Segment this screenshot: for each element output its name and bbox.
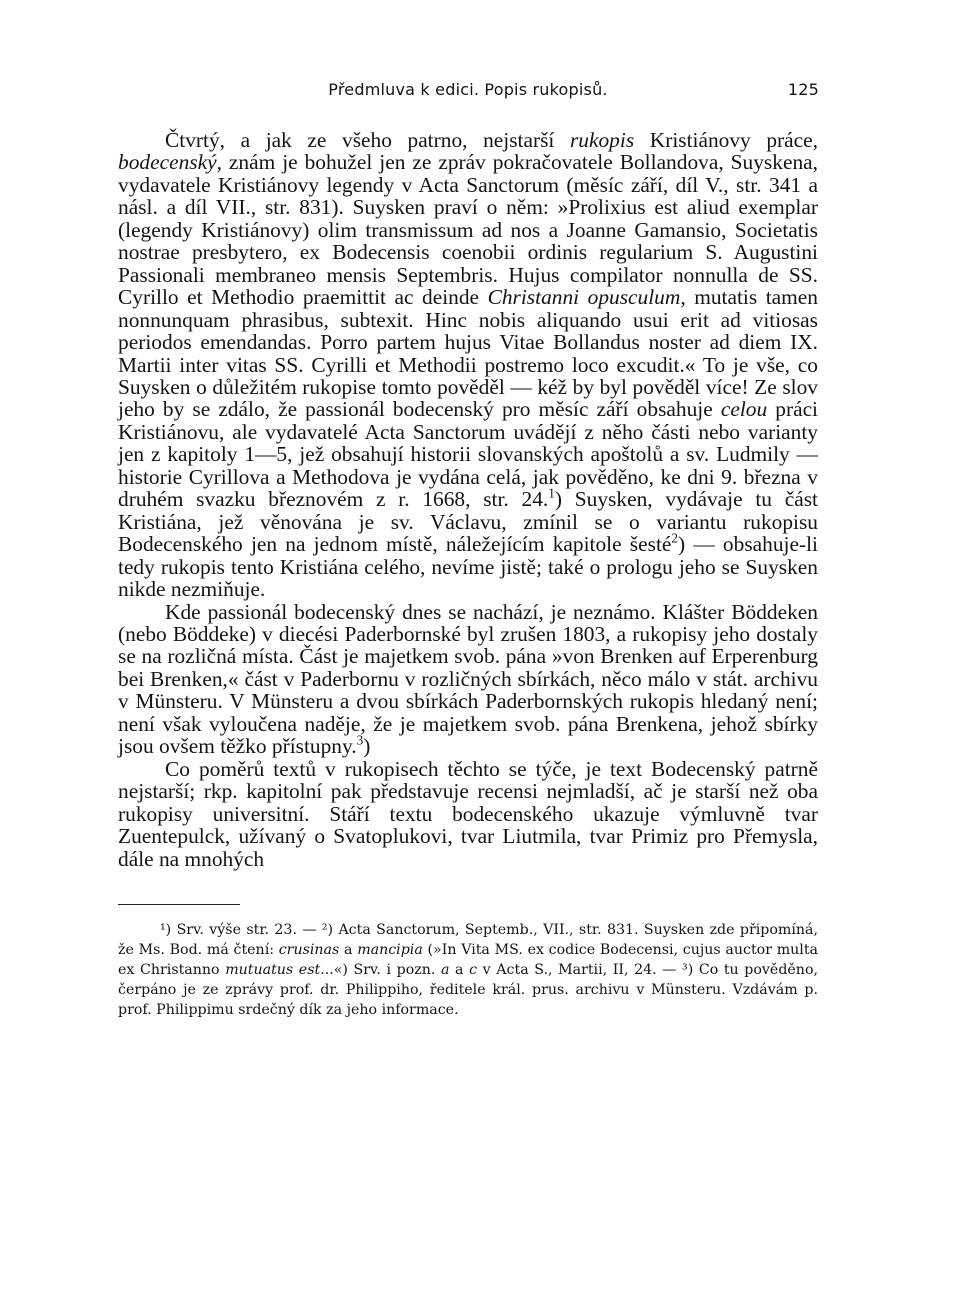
italic-phrase: bodecenský, (118, 150, 222, 175)
book-page (118, 74, 818, 1020)
running-title: Předmluva k edici. Popis rukopisů. (328, 80, 608, 99)
footnotes (118, 920, 818, 1020)
text-run: Čtvrtý, a jak ze všeho patrno, nejstarší (165, 128, 570, 152)
text-run: znám je bohužel jen ze zpráv pokračovatele Bollandova, Suyskena, vydavatele Kristiánovy legendy v Acta Sanctorum (měsíc září, díl V., str. 341 a násl. a díl VII., str. 831). Suysken praví o něm: »Prolixius est aliud exemplar (legendy Kristiánovy) olim transmissum ad nos a Joanne Gamansio, Societatis nostrae presbytero, ex Bodecensis coenobii ordinis regularium S. Augustini Passionali membraneo mensis Septembris. Hujus compilator nonnulla de SS. Cyrillo et Methodio praemittit ac deinde (118, 150, 818, 310)
text-run: Kde passionál bodecenský dnes se nachází, je neznámo. Klášter Böddeken (nebo Böddeke) v diecési Paderbornské byl zrušen 1803, a rukopisy jeho dostaly se na rozličná místa. Část je majetkem svob. pána »von Brenken auf Erperenburg bei Brenken,« část v Paderbornu v rozličných sbírkách, něco málo v stát. archivu v Münsteru. V Münsteru a dvou sbírkách Paderbornských rukopis hledaný není; není však vyloučena naděje, že je majetkem svob. pána Brenkena, jehož sbírky jsou ovšem těžko přístupny. (118, 599, 818, 759)
text-run: a (449, 962, 470, 979)
text-run: ...«) Srv. i pozn. (320, 962, 441, 979)
italic-phrase: mancipia (357, 942, 423, 959)
text-run: v Acta S., Martii, II, 24. — ³) Co tu pověděno, čerpáno je ze zprávy prof. dr. Philippiho, ředitele král. prus. archivu v Münsteru. Vzdávám p. prof. Philippimu srdečný dík za jeho informace. (118, 962, 818, 1019)
footnote-paragraph (118, 920, 818, 1020)
running-header (118, 74, 818, 104)
italic-phrase: rukopis (569, 128, 635, 152)
text-run: ) Suysken, vydávaje tu část Kristiána, jež věnována je sv. Václavu, zmínil se o variantu rukopisu Bodecenského jen na jednom místě, náležejícím kapitole šesté (118, 487, 818, 557)
footnote-ref: 1 (548, 485, 555, 501)
footnote-ref: 3 (356, 732, 364, 748)
paragraph (118, 601, 818, 758)
text-run: ¹) Srv. výše str. 23. — ²) Acta Sanctorum, Septemb., VII., str. 831. Suysken zde připomíná, že Ms. Bod. má čtení: (118, 921, 818, 959)
footnote-rule (118, 904, 240, 905)
italic-phrase: a (440, 962, 450, 979)
text-run: (»In Vita MS. ex codice Bodecensi, cujus auctor multa ex Christanno (118, 942, 818, 979)
main-text (118, 129, 818, 870)
paragraph (118, 758, 818, 870)
paragraph (118, 129, 818, 601)
page-number: 125 (787, 80, 819, 99)
text-run: ) (363, 734, 371, 759)
text-run: mutatis tamen nonnunquam phrasibus, subtexit. Hinc nobis aliquando usui erit ad vitiosas periodos emendandas. Porro partem hujus Vitae Bollandus noster ad diem IX. Martii inter vitas SS. Cyrilli et Methodii postremo loco excudit.« To je vše, co Suysken o důležitém rukopise tomto pověděl — kéž by byl pověděl více! Ze slov jeho by se zdálo, že passionál bodecenský pro měsíc září obsahuje (118, 285, 818, 422)
text-run: Co poměrů textů v rukopisech těchto se týče, je text Bodecenský patrně nejstarší; rkp. kapitolní pak představuje recensi nejmladší, ač je starší než oba rukopisy universitní. Stáří textu bodecenského ukazuje výmluvně tvar Zuentepulck, užívaný o Svatoplukovi, tvar Liutmila, tvar Primiz pro Přemysla, dále na mnohých (118, 756, 818, 871)
italic-phrase: crusinas (278, 942, 340, 959)
text-run: práci Kristiánovu, ale vydavatelé Acta Sanctorum uvádějí z něho části nebo varianty jen z kapitoly 1—5, jež obsahují historii slovanských apoštolů a sv. Ludmily — historie Cyrillova a Methodova je vydána celá, jak pověděno, ke dni 9. března v druhém svazku březnovém z r. 1668, str. 24. (118, 397, 818, 512)
footnote-ref: 2 (671, 530, 679, 546)
text-run: a (339, 942, 358, 959)
text-run: ) — obsahuje-li tedy rukopis tento Kristiána celého, nevíme jistě; také o prologu jeho se Suysken nikde nezmiňuje. (118, 532, 818, 602)
italic-phrase: c (469, 962, 478, 979)
italic-phrase: Christanni opusculum, (487, 285, 686, 310)
text-run: Kristiánovy práce, (634, 128, 818, 152)
italic-phrase: celou (720, 397, 768, 422)
italic-phrase: mutuatus est (225, 962, 321, 979)
